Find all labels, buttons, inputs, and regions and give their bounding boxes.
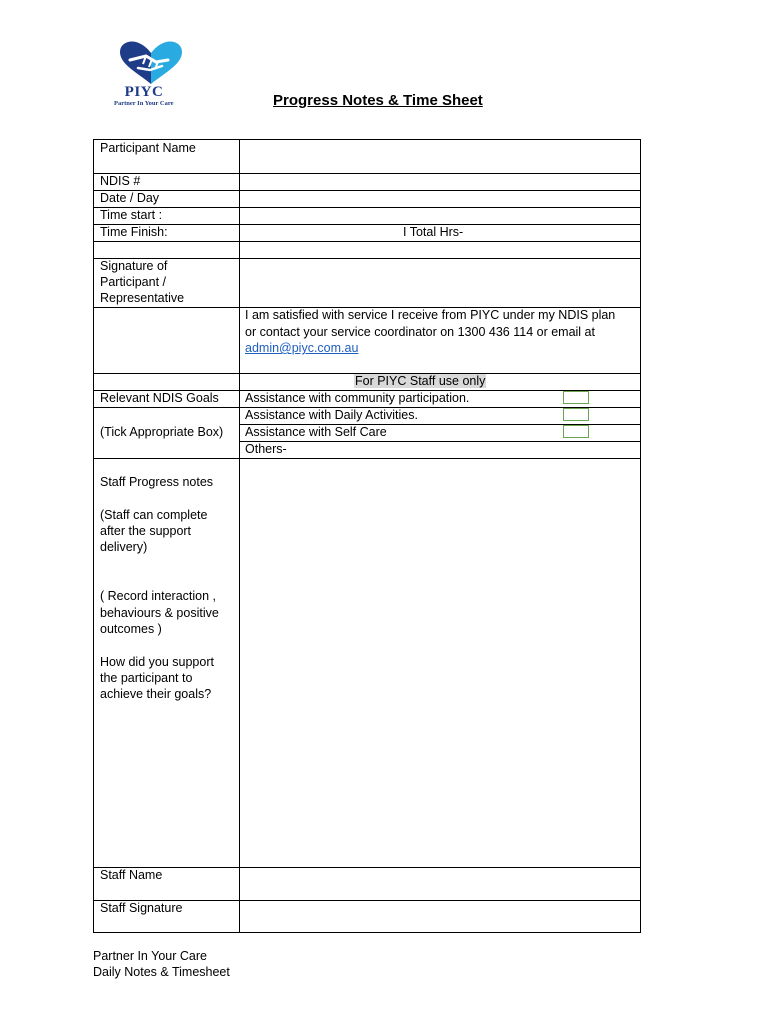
signature-label-line3: Representative — [100, 291, 185, 305]
progress-notes-field[interactable] — [240, 459, 640, 867]
footer-line1: Partner In Your Care — [93, 949, 207, 963]
satisfaction-statement-line1: I am satisfied with service I receive from PIYC under my NDIS plan — [245, 308, 616, 322]
row-divider — [94, 241, 640, 242]
page-title: Progress Notes & Time Sheet — [273, 92, 483, 109]
notes-instruction-line: outcomes ) — [100, 622, 162, 636]
logo-tagline: Partner In Your Care — [114, 100, 174, 107]
notes-instruction-line: after the support — [100, 524, 192, 538]
ndis-number-field[interactable] — [240, 174, 640, 190]
satisfaction-statement-line2: or contact your service coordinator on 1300 436 114 or email at — [245, 325, 595, 339]
participant-name-field[interactable] — [240, 140, 640, 173]
signature-field[interactable] — [240, 259, 640, 307]
time-finish-label: Time Finish: — [100, 225, 168, 239]
time-start-field[interactable] — [240, 208, 640, 224]
notes-instruction-line: ( Record interaction , — [100, 589, 217, 603]
goal-daily-activities: Assistance with Daily Activities. — [245, 408, 418, 422]
staff-signature-label: Staff Signature — [100, 901, 183, 915]
notes-instruction-line: (Staff can complete — [100, 508, 208, 522]
goal-daily-activities-checkbox[interactable] — [563, 408, 589, 421]
staff-name-label: Staff Name — [100, 868, 163, 882]
goal-community-participation: Assistance with community participation. — [245, 391, 470, 405]
staff-signature-field[interactable] — [240, 901, 640, 933]
goal-community-checkbox[interactable] — [563, 391, 589, 404]
total-hrs-label: I Total Hrs- — [403, 225, 464, 239]
piyc-logo — [114, 40, 190, 110]
signature-label-line1: Signature of — [100, 259, 168, 273]
date-day-label: Date / Day — [100, 191, 160, 205]
relevant-goals-label: Relevant NDIS Goals — [100, 391, 219, 405]
goal-self-care: Assistance with Self Care — [245, 425, 387, 439]
staff-name-field[interactable] — [240, 868, 640, 900]
tick-box-label: (Tick Appropriate Box) — [100, 425, 224, 439]
notes-instruction-line: the participant to — [100, 671, 193, 685]
staff-progress-notes-label: Staff Progress notes — [100, 475, 214, 489]
row-divider — [239, 441, 640, 442]
notes-instruction-line: achieve their goals? — [100, 687, 212, 701]
participant-name-label: Participant Name — [100, 141, 196, 155]
staff-use-only-banner — [354, 373, 486, 390]
signature-label-line2: Participant / — [100, 275, 167, 289]
staff-use-only-text: For PIYC Staff use only — [355, 374, 486, 388]
goal-self-care-checkbox[interactable] — [563, 425, 589, 438]
notes-instruction-line: How did you support — [100, 655, 214, 669]
footer-line2: Daily Notes & Timesheet — [93, 965, 230, 979]
row-divider — [94, 224, 640, 225]
time-start-label: Time start : — [100, 208, 163, 222]
date-day-field[interactable] — [240, 191, 640, 207]
handshake-heart-icon — [116, 40, 186, 86]
logo-brand: PIYC — [124, 84, 164, 100]
ndis-number-label: NDIS # — [100, 174, 141, 188]
progress-notes-form — [93, 139, 641, 933]
goal-others: Others- — [245, 442, 287, 456]
notes-instruction-line: delivery) — [100, 540, 148, 554]
email-link[interactable]: admin@piyc.com.au — [245, 341, 359, 355]
notes-instruction-line: behaviours & positive — [100, 606, 219, 620]
